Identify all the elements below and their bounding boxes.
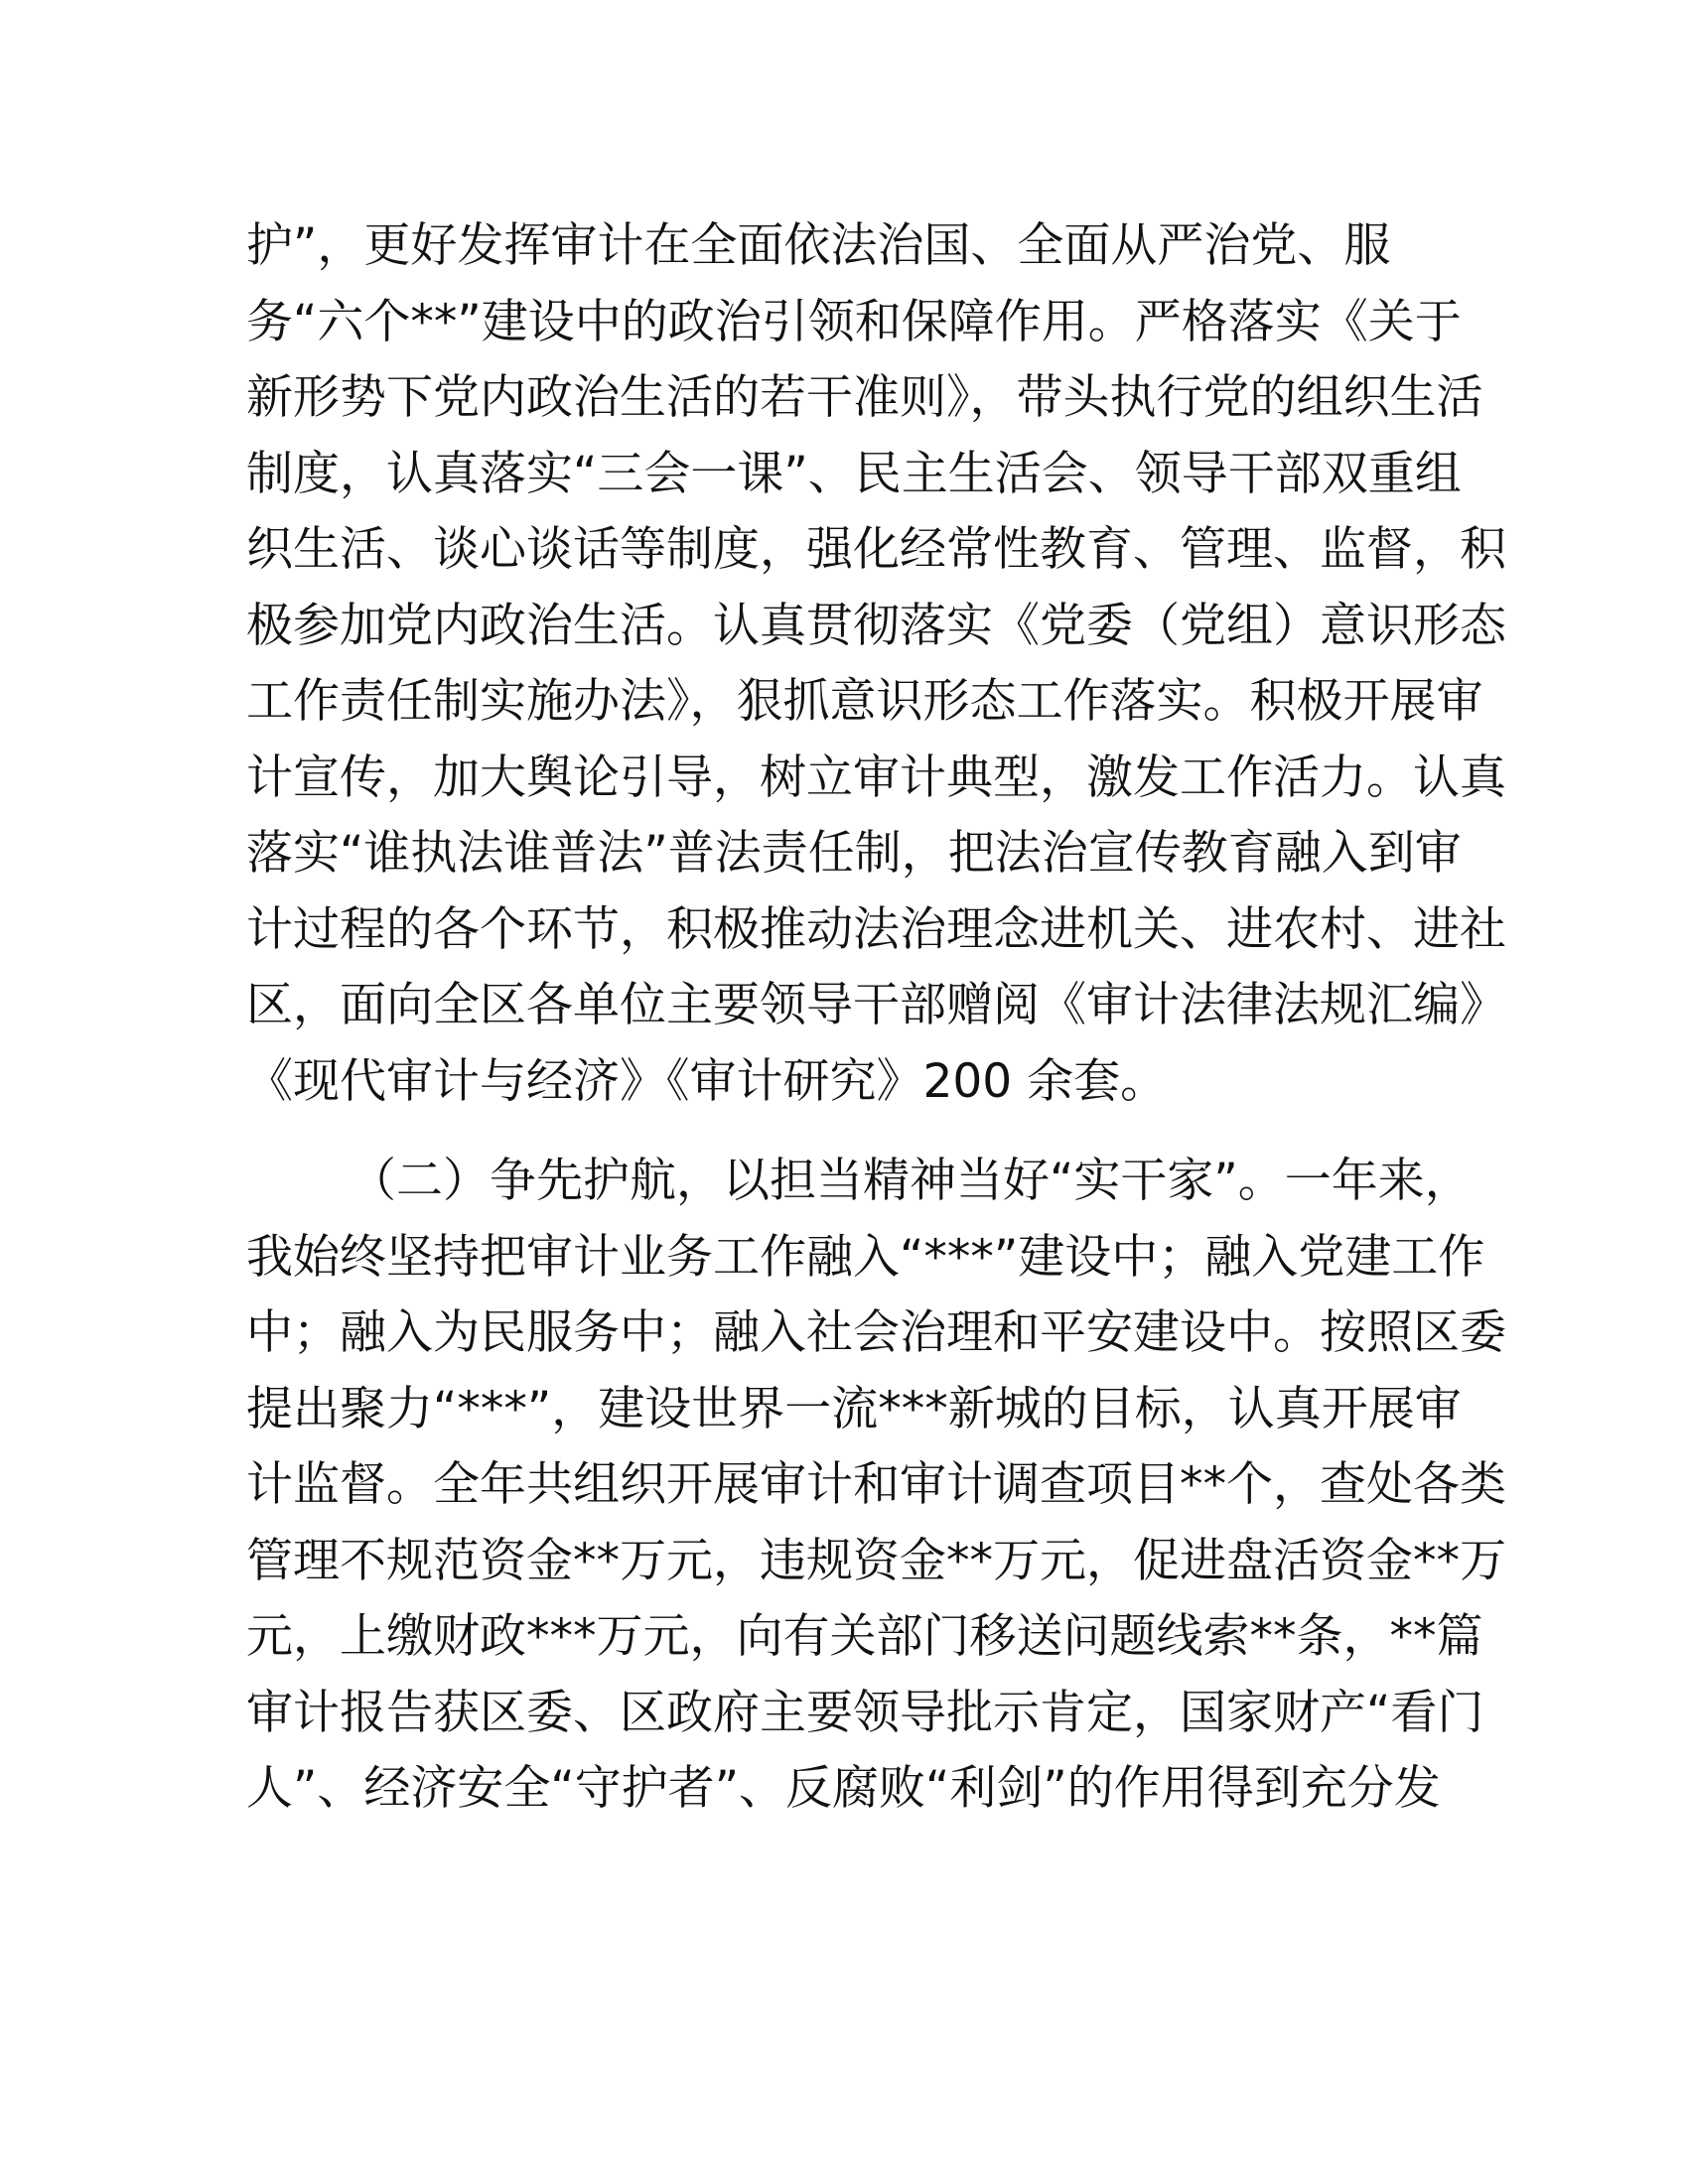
paragraph-1 (246, 208, 1506, 1120)
text-line: 极参加党内政治生活。认真贯彻落实《党委（党组）意识形态 (246, 598, 1506, 653)
paragraph-spacer (246, 1120, 1438, 1144)
text-line: 工作责任制实施办法》，狠抓意识形态工作落实。积极开展审 (246, 674, 1483, 729)
text-line: 人”、经济安全“守护者”、反腐败“利剑”的作用得到充分发 (246, 1761, 1441, 1816)
text-line: 管理不规范资金**万元，违规资金**万元，促进盘活资金**万 (246, 1533, 1506, 1588)
text-line: 提出聚力“***”，建设世界一流***新城的目标，认真开展审 (246, 1381, 1462, 1436)
text-line: 区，面向全区各单位主要领导干部赠阅《审计法律法规汇编》 (246, 978, 1506, 1032)
text-line: 务“六个**”建设中的政治引领和保障作用。严格落实《关于 (246, 294, 1462, 349)
text-line: 制度，认真落实“三会一课”、民主生活会、领导干部双重组 (246, 446, 1462, 501)
text-line: 元，上缴财政***万元，向有关部门移送问题线索**条，**篇 (246, 1609, 1483, 1664)
text-line: 审计报告获区委、区政府主要领导批示肯定，国家财产“看门 (246, 1685, 1484, 1740)
text-line: 我始终坚持把审计业务工作融入“***”建设中；融入党建工作 (246, 1229, 1485, 1285)
text-line-indented: （二）争先护航，以担当精神当好“实干家”。一年来， (350, 1154, 1472, 1208)
paragraph-2 (246, 1144, 1506, 1828)
text-line: 计宣传，加大舆论引导，树立审计典型，激发工作活力。认真 (246, 750, 1506, 805)
document-body (246, 208, 1506, 1828)
text-line: 落实“谁执法谁普法”普法责任制，把法治宣传教育融入到审 (246, 826, 1462, 881)
text-line: 织生活、谈心谈话等制度，强化经常性教育、管理、监督，积 (246, 522, 1506, 577)
text-line: 计监督。全年共组织开展审计和审计调查项目**个，查处各类 (246, 1457, 1506, 1512)
text-line: 中；融入为民服务中；融入社会治理和平安建设中。按照区委 (246, 1305, 1506, 1360)
text-line: 《现代审计与经济》《审计研究》200 余套。 (246, 1053, 1168, 1109)
text-line: 计过程的各个环节，积极推动法治理念进机关、进农村、进社 (246, 901, 1506, 957)
text-line: 新形势下党内政治生活的若干准则》，带头执行党的组织生活 (246, 370, 1483, 425)
text-line: 护”，更好发挥审计在全面依法治国、全面从严治党、服 (246, 218, 1391, 273)
